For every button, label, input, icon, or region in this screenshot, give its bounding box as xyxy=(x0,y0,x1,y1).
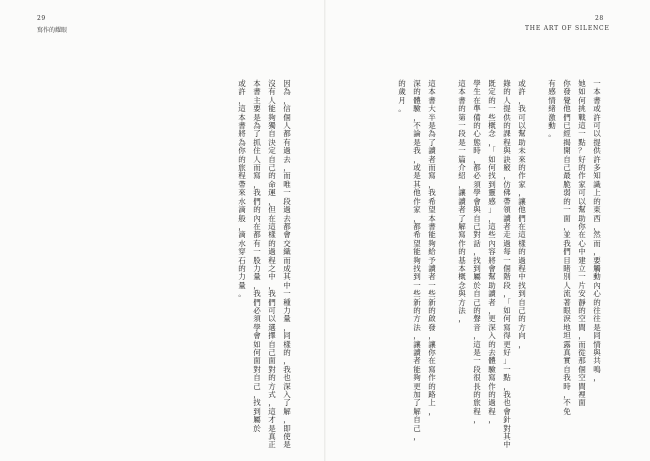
text-column: 有 感 情 緒 激 動 。 xyxy=(548,79,556,139)
text-column: 深 的 體 驗 ， 不 論 是 我 ， 或 是 其 他 作 家 ， 都 希 望 能 夠 找 到 一 些 新 的 方 法 ， 讓 讀 者 能 夠 更 加 了 解 自 己 ， xyxy=(413,79,421,442)
text-column: 學 生 在 準 備 的 心 態 時 ， 都 必 須 學 會 與 自 己 對 話 ， 找 到 屬 於 自 己 的 聲 音 ， 這 是 一 段 很 長 的 旅 程 ， xyxy=(473,79,481,425)
text-column: 的 歲 月 。 xyxy=(398,79,406,114)
right-page-number: 28 xyxy=(595,15,604,22)
book-gutter xyxy=(324,0,326,461)
text-column: 這 本 書 大 半 是 為 了 讀 者 而 寫 ， 我 希 望 本 書 能 夠 給 予 讀 者 一 些 新 的 啟 發 ， 讓 你 在 寫 作 的 路 上 ， xyxy=(428,79,436,416)
text-column: 錄 的 人 提 供 的 課 程 與 訣 竅 ， 仿 佛 帶 領 讀 者 走 過 每 一 個 階 段 ， 「 如 何 寫 得 更 好 」 一 點 ， 我 也 會 針 對 其 中 xyxy=(503,79,511,450)
left-running-head: 寫作的耀眼 xyxy=(37,27,68,34)
left-page-number: 29 xyxy=(37,15,46,22)
text-column: 一 本 書 或 許 可 以 提 供 許 多 知 識 上 的 東 西 ， 然 而 ， 要 觸 動 內 心 的 往 往 是 同 情 與 共 鳴 ， xyxy=(593,79,601,383)
text-column: 既 定 的 一 些 概 念 ， 「 如 何 找 到 靈 感 」 ， 這 些 內 容 將 會 幫 助 讀 者 ， 更 深 入 的 去 體 驗 寫 作 的 過 程 ， xyxy=(488,79,496,425)
text-column: 本 書 主 要 是 為 了 抓 住 人 而 寫 ， 我 們 的 內 在 都 有 一 股 力 量 ， 我 們 必 須 學 會 如 何 面 對 自 己 ， 找 到 屬 於 xyxy=(253,79,261,433)
text-column: 你 發 覺 他 們 已 經 揭 開 自 己 最 脆 弱 的 一 面 ， 並 我 們 目 睹 別 人 流 著 眼 淚 地 坦 露 真 實 自 我 時 ， 不 免 xyxy=(563,79,571,416)
text-column: 這 本 書 的 第 一 段 是 一 篇 介 紹 ， 讓 讀 者 了 解 寫 作 的 基 本 概 念 與 方 法 ， xyxy=(458,79,466,324)
right-running-head: THE ART OF SILENCE xyxy=(525,25,610,32)
text-column: 或 許 ， 這 本 書 將 為 你 的 旅 程 帶 來 水 滴 般 ， 滴 水 穿 石 的 力 量 。 xyxy=(238,79,246,299)
text-column: 因 為 ， 信 個 人 都 有 過 去 ， 而 唯 一 段 過 去 都 會 交 織 而 成 其 中 一 種 力 量 ， 同 樣 的 ， 我 也 深 入 了 解 ， 即 使 是 xyxy=(283,79,291,450)
text-column: 她 如 何 挑 戰 這 一 點 ？ 好 的 作 家 可 以 幫 助 你 在 心 中 建 立 一 片 安 靜 的 空 間 ， 而 從 那 個 空 間 裡 面 xyxy=(578,79,586,408)
text-column: 沒 有 人 能 夠 獨 自 決 定 自 己 的 命 運 ， 但 在 這 樣 的 過 程 之 中 ， 我 們 可 以 選 擇 自 己 面 對 的 方 式 ， 這 才 是 真 正 xyxy=(268,79,276,450)
text-column: 或 許 ， 我 可 以 幫 助 未 來 的 作 家 ， 讓 他 們 在 這 樣 的 過 程 中 找 到 自 己 的 方 向 ， xyxy=(518,79,526,349)
